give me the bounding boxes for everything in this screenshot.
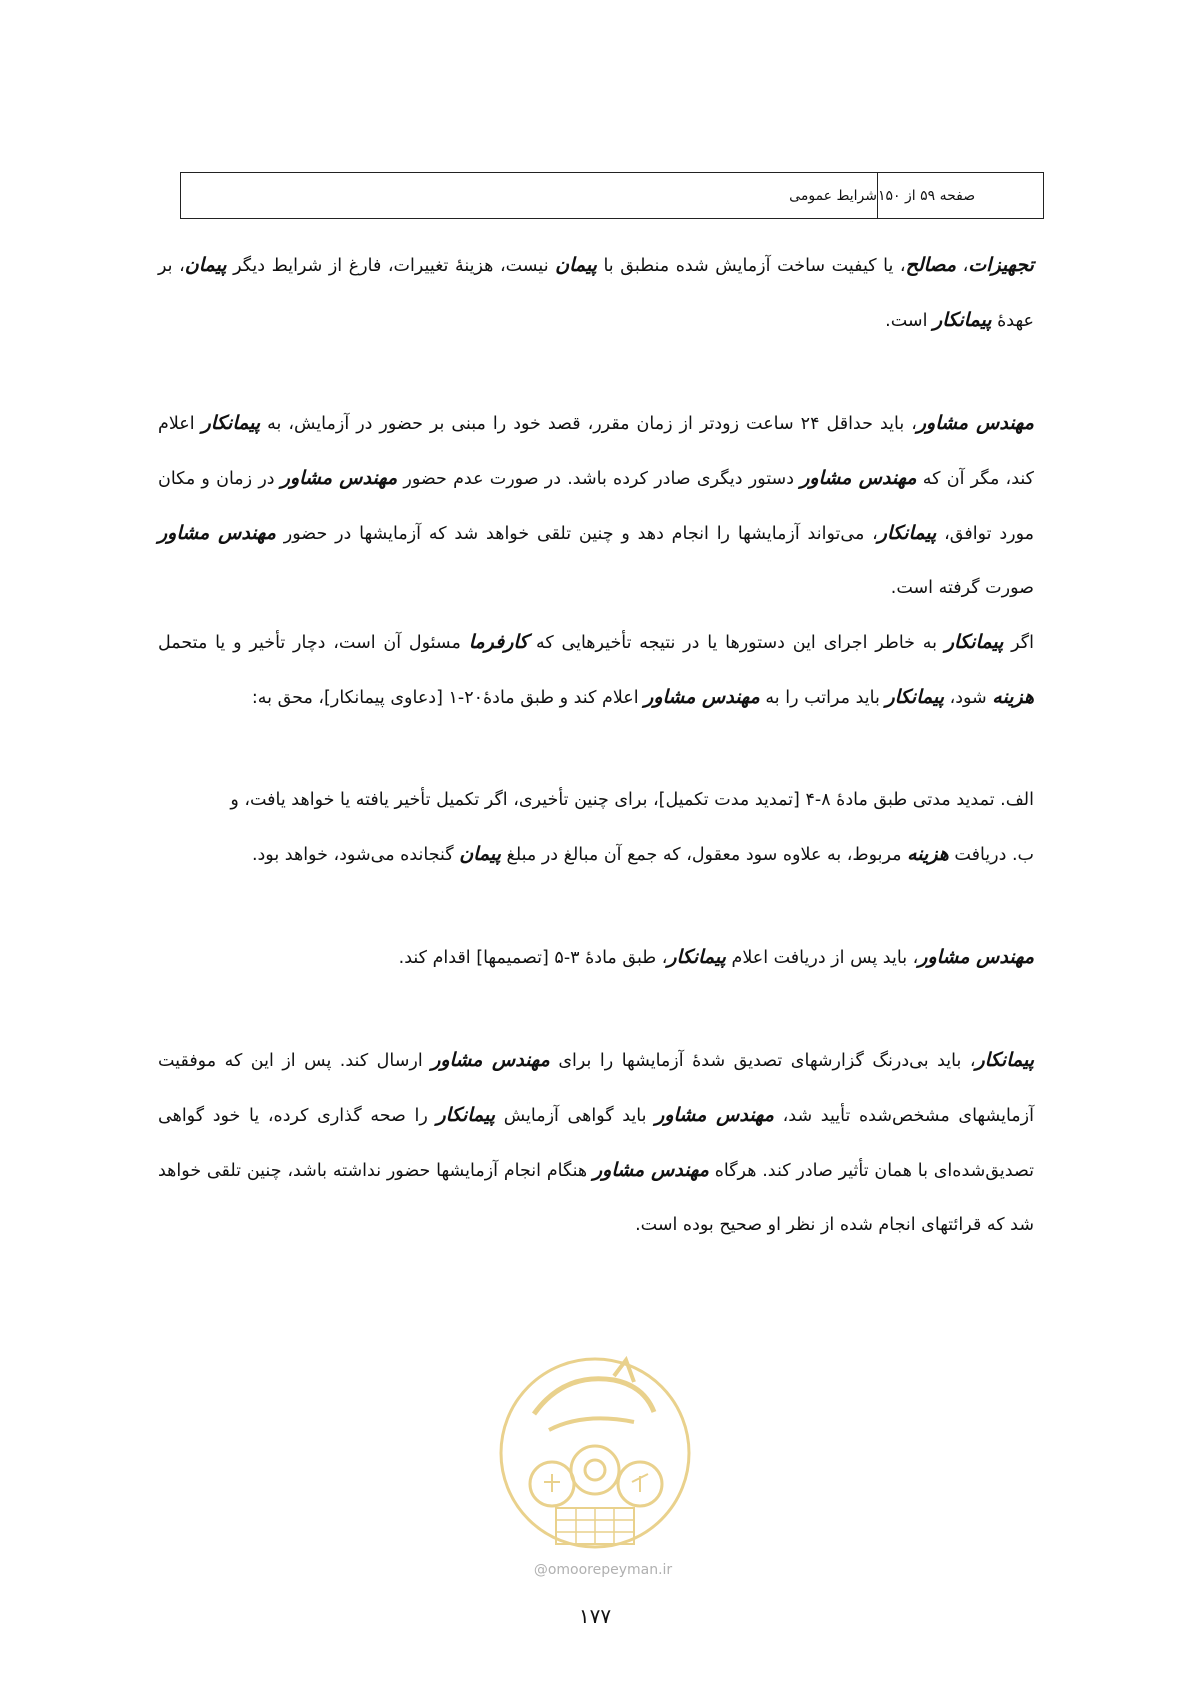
text: ، طبق مادهٔ ۳-۵ [تصمیمها] اقدام کند. [398,948,668,968]
header-page-info: صفحه ۵۹ از ۱۵۰ [878,187,976,204]
text: باید مراتب را به [759,688,886,708]
text: گنجانده می‌شود، خواهد بود. [251,845,460,865]
text: ، [956,256,969,276]
text: شود، [944,688,993,708]
paragraph-5 [158,1033,1034,1252]
text: در زمان و مکان مورد توافق، [158,469,1034,544]
text: ، بر عهدهٔ [158,256,1034,331]
header-section-title: شرایط عمومی [181,173,878,218]
text: مربوط، به علاوه سود معقول، که جمع آن مبالغ در مبلغ [500,845,908,865]
keyword: هزینه [992,686,1034,708]
keyword: پیمان [184,254,227,276]
keyword: پیمانکار [667,946,726,968]
text: ، باید بی‌درنگ گزارشهای تصدیق شدهٔ آزمایشها را برای [549,1051,976,1071]
keyword: پیمانکار [933,309,992,331]
text: اعلام کند، مگر آن که [158,414,1034,489]
keyword: پیمانکار [975,1049,1035,1071]
keyword: مهندس مشاور [431,1049,550,1071]
paragraph-4 [158,930,1034,985]
page-header [180,172,1044,219]
seal-icon [494,1352,696,1562]
keyword: هزینه [907,843,949,865]
watermark-logo [494,1352,696,1562]
keyword: مهندس مشاور [592,1159,709,1181]
watermark-url: @omoorepeyman.ir [533,1562,673,1578]
text: اگر [1003,633,1034,653]
text: هنگام انجام آزمایشها حضور نداشته باشد، چنین تلقی خواهد شد که قرائتهای انجام شده از نظر او صحیح بوده است. [158,1161,1034,1235]
keyword: پیمانکار [436,1104,496,1126]
text: نیست، هزینهٔ تغییرات، فارغ از شرایط دیگر [226,256,556,276]
text: ، باید پس از دریافت اعلام [725,948,919,968]
keyword: پیمانکار [877,522,937,544]
keyword: مهندس مشاور [918,946,1034,968]
keyword: پیمانکار [201,412,261,434]
keyword: کارفرما [468,631,529,653]
keyword: مهندس مشاور [280,467,398,489]
keyword: پیمان [459,843,501,865]
text: صورت گرفته است. [890,578,1034,598]
paragraph-2 [158,396,1034,615]
paragraph-3 [158,615,1034,725]
text: باید گواهی آزمایش [495,1106,656,1126]
text: دستور دیگری صادر کرده باشد. در صورت عدم حضور [397,469,801,489]
text: ارسال کند. پس از این که موفقیت آزمایشهای مشخص‌شده تأیید شد، [158,1051,1034,1126]
keyword: پیمانکار [885,686,944,708]
text: مسئول آن است، دچار تأخیر و یا متحمل [158,633,469,653]
text: است. [885,311,934,331]
keyword: مصالح [905,254,957,276]
keyword: پیمانکار [944,631,1004,653]
keyword: مهندس مشاور [655,1104,774,1126]
text: ، یا کیفیت ساخت آزمایش شده منطبق با [596,256,906,276]
keyword: مهندس مشاور [800,467,917,489]
page-number: ۱۷۷ [578,1604,612,1628]
keyword: مهندس مشاور [158,522,276,544]
list-item-b [158,827,1034,882]
text: به خاطر اجرای این دستورها یا در نتیجه تأخیرهایی که [528,633,945,653]
paragraph-1 [158,238,1034,348]
keyword: مهندس مشاور [644,686,760,708]
document-body [158,238,1034,1252]
keyword: مهندس مشاور [916,412,1034,434]
text: را صحه گذاری کرده، یا خود گواهی تصدیق‌شده‌ای با همان تأثیر صادر کند. هرگاه [158,1106,1035,1181]
keyword: تجهیزات [968,254,1034,276]
text: ، باید حداقل ۲۴ ساعت زودتر از زمان مقرر، قصد خود را مبنی بر حضور در آزمایش، به [260,414,917,434]
list-item-a: الف. تمدید مدتی طبق مادهٔ ۸-۴ [تمدید مدت تکمیل]، برای چنین تأخیری، اگر تکمیل تأخیر یافته یا خواهد یافت، و [230,790,1034,810]
keyword: پیمان [555,254,597,276]
text: اعلام کند و طبق مادهٔ۲۰-۱ [دعاوی پیمانکار]، محق به: [251,688,645,708]
text: ، می‌تواند آزمایشها را انجام دهد و چنین تلقی خواهد شد که آزمایشها در حضور [275,524,878,544]
text: ب. دریافت [948,845,1034,865]
